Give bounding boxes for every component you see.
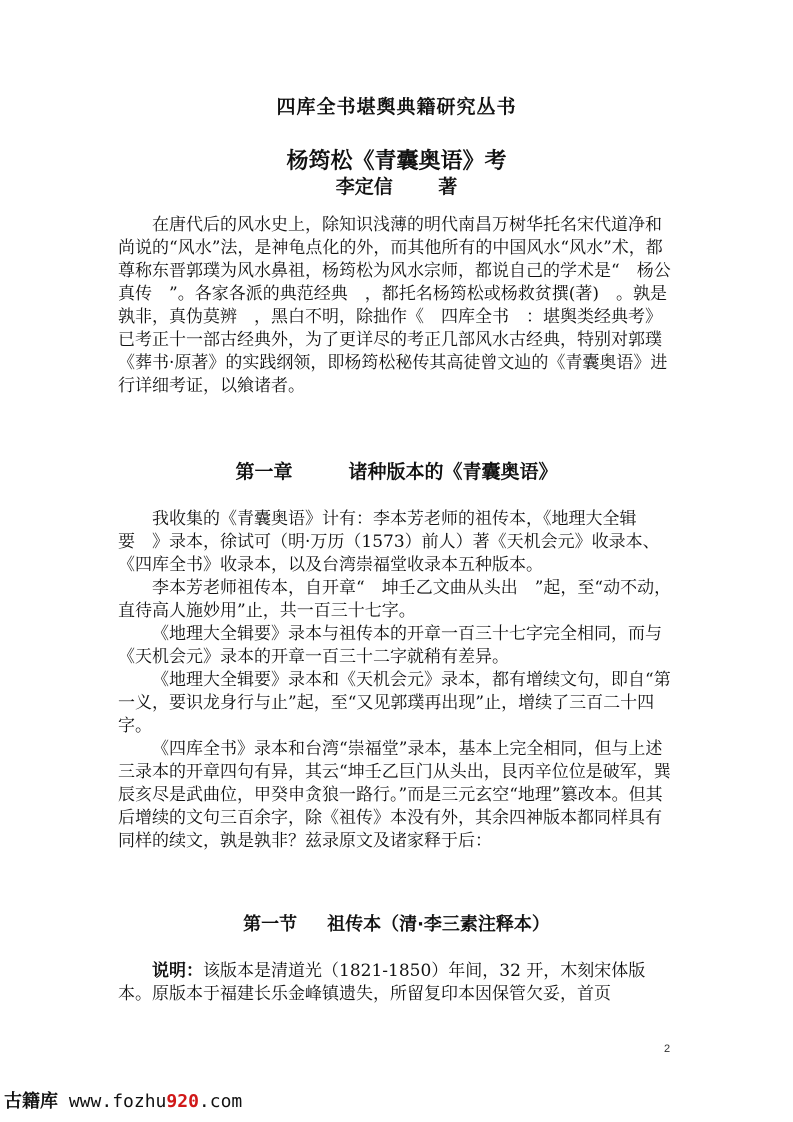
intro-section [118,214,678,398]
chapter-body [118,508,678,853]
watermark-url-prefix: www.fozhu [68,1091,167,1112]
paragraph [118,960,678,1006]
watermark-url-highlight: 920 [166,1091,199,1112]
paragraph: 《地理大全辑要》录本与祖传本的开章一百三十七字完全相同，而与《天机会元》录本的开章一百三十二字就稍有差异。 [118,624,662,667]
chapter-number: 第一章 [235,461,293,483]
paragraph: 李本芳老师祖传本，自开章“ 坤壬乙文曲从头出 ”起，至“动不动，直待高人施妙用”止，共一百三十七字。 [118,578,672,621]
section-title: 祖传本（清·李三素注释本） [327,914,550,935]
note-lead: 说明： [152,961,203,981]
note-text: 该版本是清道光（1821-1850）年间，32 开，木刻宋体版本。原版本于福建长乐金峰镇遗失，所留复印本因保管欠妥，首页 [118,961,646,1004]
series-title: 四库全书堪舆典籍研究丛书 [276,96,517,118]
intro-paragraph: 在唐代后的风水史上，除知识浅薄的明代南昌万树华托名宋代道净和尚说的“风水”法，是神龟点化的外，而其他所有的中国风水“风水”术，都尊称东晋郭璞为风水鼻祖，杨筠松为风水宗师，都说自己的学术是“ 杨公真传 ”。各家各派的典范经典 ，都托名杨筠松或杨救贫撰(著) 。孰是孰非，真伪莫辨 ，黑白不明，除拙作《 四库全书 ：堪舆类经典考》已考正十一部古经典外，为了更详尽的考正几部风水古经典，特别对郭璞《葬书·原著》的实践纲领，即杨筠松秘传其高徒曾文辿的《青囊奥语》进行详细考证，以飨诸者。 [118,215,671,396]
chapter-title: 诸种版本的《青囊奥语》 [348,461,558,483]
section-number: 第一节 [243,914,298,935]
paragraph: 《四库全书》录本和台湾“崇福堂”录本，基本上完全相同，但与上述三录本的开章四句有异，其云“坤壬乙巨门从头出，艮丙辛位位是破军，巽辰亥尽是武曲位，甲癸申贪狼一路行。”而是三元玄空“地理”篡改本。但其后增续的文句三百余字，除《祖传》本没有外，其余四神版本都同样具有同样的续文，孰是孰非？兹录原文及诸家释于后： [118,739,671,851]
section-body [118,960,678,1006]
paragraph: 我收集的《青囊奥语》计有：李本芳老师的祖传本，《地理大全辑要 》录本，徐试可（明·万历（1573）前人）著《天机会元》收录本、《四库全书》收录本，以及台湾崇福堂收录本五种版本。 [118,509,660,575]
author-line: 李定信 著 [335,176,458,198]
section-heading [0,910,793,936]
watermark-url-suffix: .com [198,1091,243,1112]
book-title: 杨筠松《青囊奥语》考 [286,149,507,174]
page-number: 2 [664,1043,671,1055]
site-watermark [4,1087,242,1113]
paragraph: 《地理大全辑要》录本和《天机会元》录本，都有增续文句，即自“第一义，要识龙身行与止”起，至“又见郭璞再出现”止，增续了三百二十四字。 [118,670,671,736]
watermark-brand: 古籍库 [4,1091,58,1112]
chapter-heading [0,457,793,484]
